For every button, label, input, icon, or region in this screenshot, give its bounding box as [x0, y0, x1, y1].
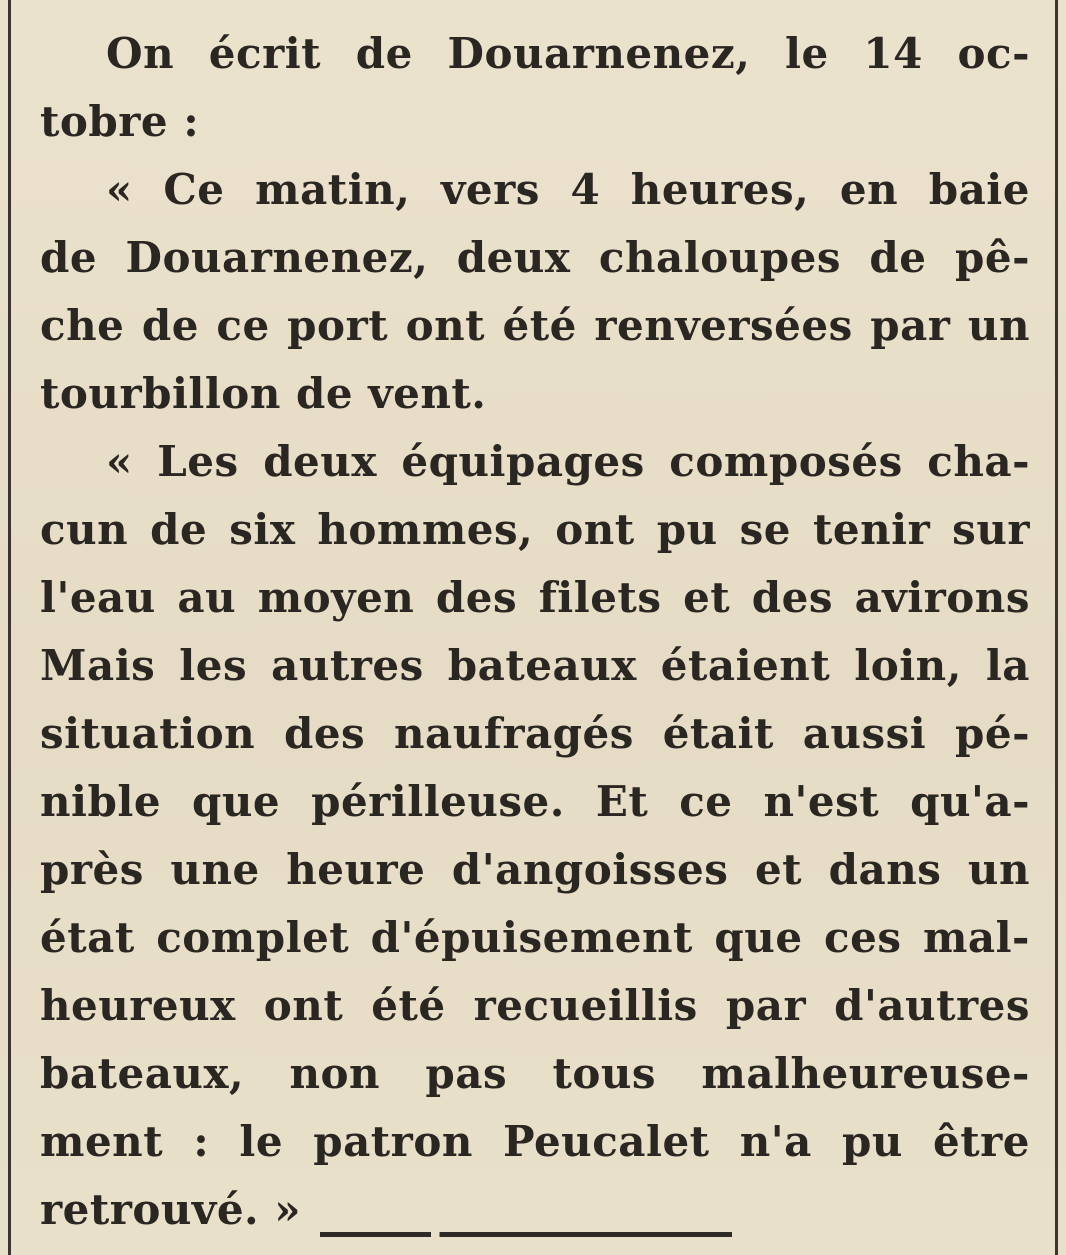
article-line: tourbillon de vent.: [40, 369, 487, 418]
article-line: ment : le patron Peucalet n'a pu être: [40, 1117, 1030, 1166]
article-line: près une heure d'angoisses et dans un: [40, 845, 1030, 894]
article-line: tobre :: [40, 97, 200, 146]
article-line: Mais les autres bateaux étaient loin, la: [40, 641, 1030, 690]
article-line: retrouvé. »: [40, 1185, 302, 1234]
article-line: On écrit de Douarnenez, le 14 oc-: [106, 29, 1030, 78]
article-line: che de ce port ont été renversées par un: [40, 301, 1030, 350]
article-line: « Ce matin, vers 4 heures, en baie: [106, 165, 1030, 214]
article-line: heureux ont été recueillis par d'autres: [40, 981, 1030, 1030]
article-line: « Les deux équipages composés cha-: [106, 437, 1030, 486]
article-line: nible que périlleuse. Et ce n'est qu'a-: [40, 777, 1030, 826]
article-line: l'eau au moyen des filets et des avirons: [40, 573, 1030, 622]
article-line: état complet d'épuisement que ces mal-: [40, 913, 1030, 962]
article-column: [40, 20, 1030, 1244]
article-line: cun de six hommes, ont pu se tenir sur: [40, 505, 1030, 554]
section-separator: [320, 1232, 732, 1237]
article-line: bateaux, non pas tous malheureuse-: [40, 1049, 1030, 1098]
column-rule-right: [1055, 0, 1058, 1255]
column-rule-left: [8, 0, 11, 1255]
article-line: situation des naufragés était aussi pé-: [40, 709, 1030, 758]
article-line: de Douarnenez, deux chaloupes de pê-: [40, 233, 1030, 282]
